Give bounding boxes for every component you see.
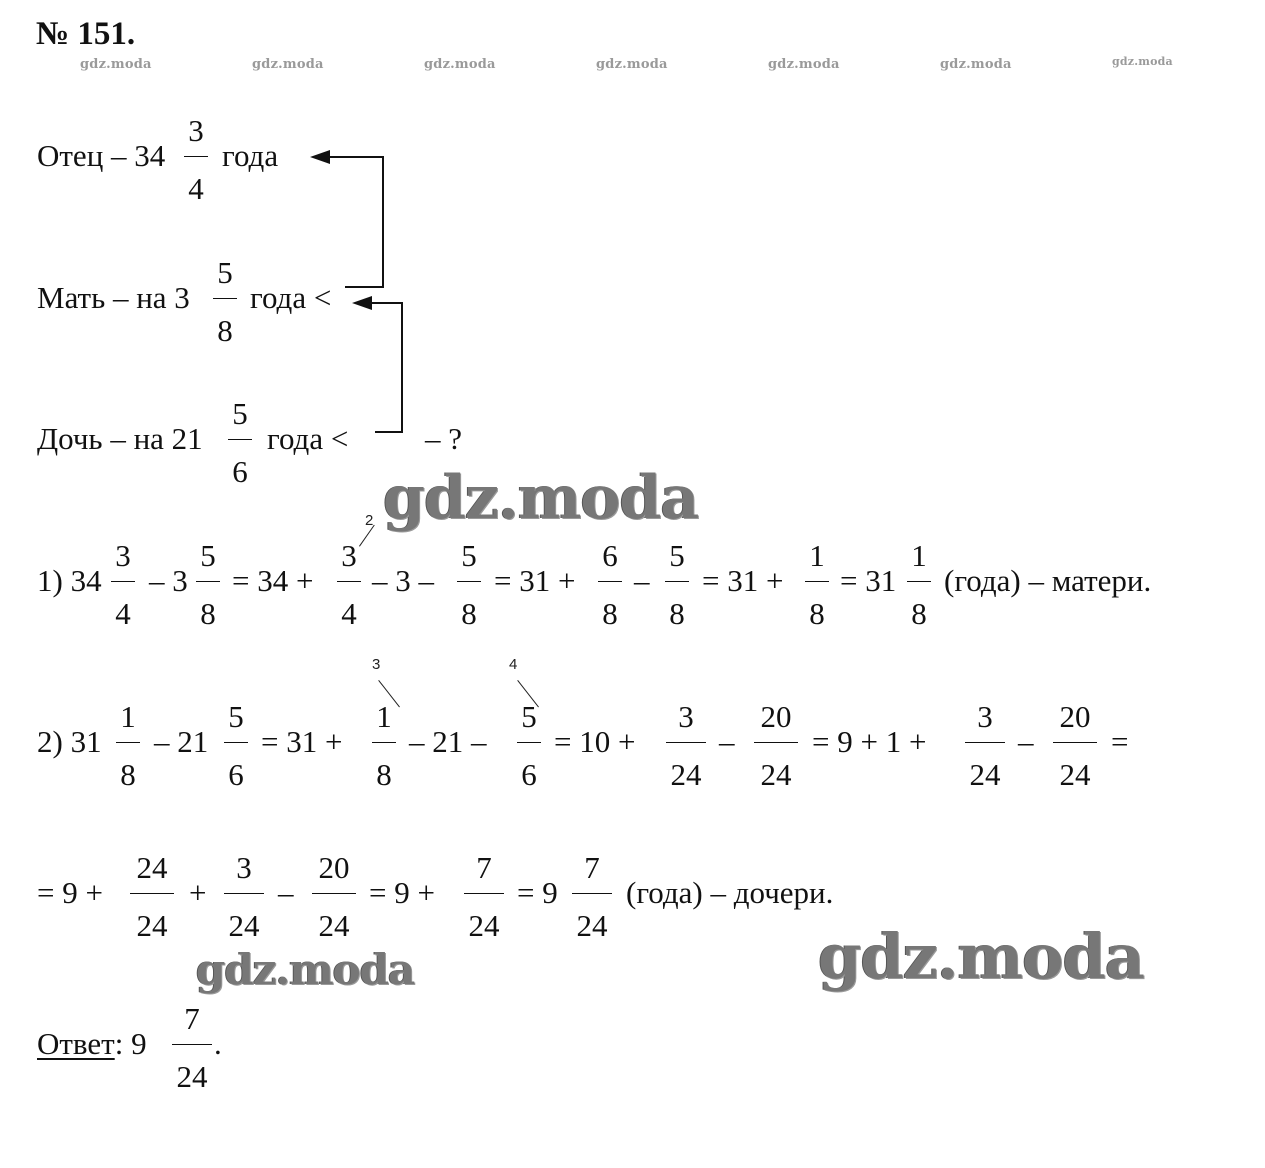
fraction-bar: [224, 893, 264, 894]
numerator: 5: [228, 699, 244, 734]
step1-eq31b: = 31 +: [702, 563, 784, 598]
step1-eq31c: = 31: [840, 563, 897, 598]
problem-number: № 151.: [36, 16, 136, 52]
numerator: 1: [120, 699, 136, 734]
step2-frac-f: [754, 699, 798, 799]
step1-minus3b: – 3 –: [372, 563, 434, 598]
mother-unit: года <: [250, 280, 332, 315]
step3-eq9b: = 9 +: [369, 875, 435, 910]
step2-start: 2) 31: [37, 724, 102, 759]
step3-frac-e: [572, 850, 612, 950]
fraction-bar: [111, 581, 135, 582]
step1-frac-h: [907, 538, 931, 638]
watermark-small: gdz.moda: [1112, 55, 1173, 68]
step3-frac-b: [224, 850, 264, 950]
watermark-large: gdz.moda: [196, 945, 415, 994]
arrow-mother-to-father: [318, 157, 383, 287]
fraction-bar: [805, 581, 829, 582]
numerator: 5: [232, 396, 248, 431]
fraction-bar: [572, 893, 612, 894]
step1-eq34: = 34 +: [232, 563, 314, 598]
denominator: 8: [669, 596, 685, 631]
watermark-small: gdz.moda: [424, 57, 496, 72]
denominator: 6: [521, 757, 537, 792]
step2-eq9: = 9 + 1 +: [812, 724, 927, 759]
daughter-label: Дочь – на 21: [37, 421, 203, 456]
numerator: 5: [461, 538, 477, 573]
daughter-unit: года <: [267, 421, 349, 456]
answer-label: Ответ: [37, 1026, 115, 1061]
denominator: 24: [176, 1059, 208, 1094]
step1-dash: –: [634, 563, 650, 598]
father-label: Отец – 34: [37, 138, 166, 173]
numerator: 24: [136, 850, 168, 885]
step2-frac-a: [116, 699, 140, 799]
denominator: 24: [670, 757, 702, 792]
step1-frac-c: [337, 538, 361, 638]
fraction-bar: [517, 742, 541, 743]
denominator: 24: [576, 908, 608, 943]
numerator: 1: [911, 538, 927, 573]
step1-frac-b: [196, 538, 220, 638]
multiplier-hint: 3: [372, 656, 381, 673]
fraction-bar: [130, 893, 174, 894]
numerator: 5: [217, 255, 233, 290]
step3-eq9c: = 9: [517, 875, 558, 910]
step1-frac-g: [805, 538, 829, 638]
step2-frac-g: [965, 699, 1005, 799]
multiplier-hint: 2: [365, 512, 374, 529]
denominator: 24: [468, 908, 500, 943]
denominator: 4: [188, 171, 204, 206]
fraction-bar: [224, 742, 248, 743]
numerator: 3: [188, 113, 204, 148]
step1-eq31: = 31 +: [494, 563, 576, 598]
step2-dash: –: [719, 724, 735, 759]
numerator: 20: [318, 850, 350, 885]
numerator: 3: [977, 699, 993, 734]
denominator: 6: [232, 454, 248, 489]
fraction-bar: [754, 742, 798, 743]
step1-start: 1) 34: [37, 563, 102, 598]
denominator: 24: [136, 908, 168, 943]
denominator: 4: [115, 596, 131, 631]
denominator: 8: [602, 596, 618, 631]
fraction-bar: [666, 742, 706, 743]
numerator: 3: [115, 538, 131, 573]
watermark-small: gdz.moda: [596, 57, 668, 72]
numerator: 3: [678, 699, 694, 734]
fraction-bar: [312, 893, 356, 894]
answer-dot: .: [214, 1026, 222, 1061]
watermark-small: gdz.moda: [940, 57, 1012, 72]
fraction-bar: [116, 742, 140, 743]
fraction-bar: [196, 581, 220, 582]
fraction-bar: [337, 581, 361, 582]
step3-result: (года) – дочери.: [626, 875, 834, 910]
watermark-large: gdz.moda: [818, 920, 1144, 993]
step1-frac-a: [111, 538, 135, 638]
numerator: 6: [602, 538, 618, 573]
step3-plus: +: [189, 875, 207, 910]
numerator: 1: [376, 699, 392, 734]
denominator: 8: [461, 596, 477, 631]
denominator: 24: [969, 757, 1001, 792]
denominator: 6: [228, 757, 244, 792]
arrow-daughter-to-mother: [362, 303, 402, 432]
numerator: 7: [476, 850, 492, 885]
numerator: 3: [341, 538, 357, 573]
numerator: 7: [184, 1001, 200, 1036]
numerator: 7: [584, 850, 600, 885]
step2-minus21: – 21: [154, 724, 209, 759]
watermark-large: gdz.moda: [383, 463, 699, 533]
step1-frac-e: [598, 538, 622, 638]
multiplier-hint: 4: [509, 656, 518, 673]
step1-result: (года) – матери.: [944, 563, 1152, 598]
fraction-bar: [1053, 742, 1097, 743]
denominator: 8: [120, 757, 136, 792]
fraction-bar: [598, 581, 622, 582]
step3-frac-a: [130, 850, 174, 950]
step3-minus: –: [278, 875, 294, 910]
step2-eq10: = 10 +: [554, 724, 636, 759]
step1-frac-f: [665, 538, 689, 638]
step2-frac-c: [372, 699, 396, 799]
fraction-bar: [464, 893, 504, 894]
step3-frac-c: [312, 850, 356, 950]
fraction-bar: [172, 1044, 212, 1045]
watermark-small: gdz.moda: [768, 57, 840, 72]
numerator: 20: [760, 699, 792, 734]
fraction-bar: [665, 581, 689, 582]
father-unit: года: [222, 138, 279, 173]
numerator: 1: [809, 538, 825, 573]
daughter-question: – ?: [425, 421, 463, 456]
denominator: 8: [911, 596, 927, 631]
answer-line: [37, 1026, 147, 1062]
step2-frac-b: [224, 699, 248, 799]
answer-fraction: [172, 1001, 212, 1101]
answer-value: : 9: [114, 1026, 147, 1061]
arrowhead-mother: [352, 296, 372, 310]
step3-eq9: = 9 +: [37, 875, 103, 910]
step1-minus3: – 3: [149, 563, 188, 598]
denominator: 8: [376, 757, 392, 792]
denominator: 8: [809, 596, 825, 631]
denominator: 24: [228, 908, 260, 943]
step2-dash2: –: [1018, 724, 1034, 759]
watermark-small: gdz.moda: [80, 57, 152, 72]
denominator: 24: [318, 908, 350, 943]
denominator: 8: [217, 313, 233, 348]
denominator: 24: [760, 757, 792, 792]
numerator: 5: [521, 699, 537, 734]
step2-frac-h: [1053, 699, 1097, 799]
step3-frac-d: [464, 850, 504, 950]
fraction-bar: [457, 581, 481, 582]
numerator: 3: [236, 850, 252, 885]
watermark-small: gdz.moda: [252, 57, 324, 72]
fraction-bar: [965, 742, 1005, 743]
numerator: 5: [669, 538, 685, 573]
denominator: 4: [341, 596, 357, 631]
numerator: 20: [1059, 699, 1091, 734]
step1-frac-d: [457, 538, 481, 638]
step2-eq31: = 31 +: [261, 724, 343, 759]
mother-label: Мать – на 3: [37, 280, 190, 315]
arrowhead-father: [310, 150, 330, 164]
denominator: 24: [1059, 757, 1091, 792]
step2-frac-e: [666, 699, 706, 799]
numerator: 5: [200, 538, 216, 573]
step2-minus21b: – 21 –: [409, 724, 487, 759]
fraction-bar: [907, 581, 931, 582]
step2-eqend: =: [1111, 724, 1129, 759]
denominator: 8: [200, 596, 216, 631]
step2-frac-d: [517, 699, 541, 799]
fraction-bar: [372, 742, 396, 743]
